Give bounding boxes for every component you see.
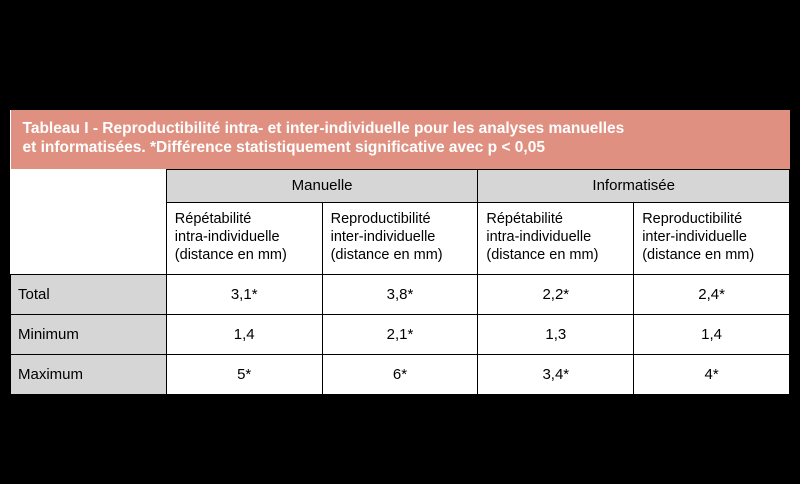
caption-line-1: Tableau I - Reproductibilité intra- et inter-individuelle pour les analyses manuelles: [22, 120, 625, 137]
column-header-4-line-3: (distance en mm): [642, 246, 755, 263]
cell-total-informatisee-reproductibilite: 2,4*: [634, 274, 790, 314]
column-header-3-line-3: (distance en mm): [486, 246, 599, 263]
cell-minimum-manuelle-reproductibilite: 2,1*: [322, 314, 478, 354]
cell-maximum-informatisee-repetabilite: 3,4*: [478, 354, 634, 394]
column-header-2-line-2: inter-individuelle: [330, 228, 436, 245]
group-header-informatisee: Informatisée: [478, 169, 790, 202]
column-header-1-line-2: intra-individuelle: [174, 228, 280, 245]
caption-row: [11, 110, 790, 169]
column-header-4-line-2: inter-individuelle: [642, 228, 747, 245]
table-caption: [11, 110, 790, 169]
cell-total-manuelle-repetabilite: 3,1*: [166, 274, 322, 314]
group-header-row: [11, 169, 790, 202]
cell-maximum-manuelle-reproductibilite: 6*: [322, 354, 478, 394]
column-header-3: [478, 202, 634, 274]
column-header-2: [322, 202, 478, 274]
cell-total-informatisee-repetabilite: 2,2*: [478, 274, 634, 314]
column-header-2-line-1: Reproductibilité: [330, 211, 431, 228]
table-row: [11, 314, 790, 354]
table-container: [10, 110, 790, 395]
column-header-4: [634, 202, 790, 274]
column-header-3-line-1: Répétabilité: [486, 211, 563, 228]
cell-minimum-informatisee-reproductibilite: 1,4: [634, 314, 790, 354]
column-header-1: [166, 202, 322, 274]
data-table: [10, 110, 790, 395]
column-header-1-line-1: Répétabilité: [174, 211, 252, 228]
row-label-minimum: Minimum: [11, 314, 167, 354]
corner-blank-cell: [11, 169, 167, 202]
table-row: [11, 354, 790, 394]
column-header-blank-cell: [11, 202, 167, 274]
column-header-4-line-1: Reproductibilité: [642, 211, 743, 228]
row-label-total: Total: [11, 274, 167, 314]
column-header-row: [11, 202, 790, 274]
row-label-maximum: Maximum: [11, 354, 167, 394]
cell-minimum-manuelle-repetabilite: 1,4: [166, 314, 322, 354]
cell-maximum-manuelle-repetabilite: 5*: [166, 354, 322, 394]
cell-total-manuelle-reproductibilite: 3,8*: [322, 274, 478, 314]
caption-line-2: et informatisées. *Différence statistiquement significative avec p < 0,05: [22, 139, 545, 157]
column-header-2-line-3: (distance en mm): [330, 246, 443, 263]
column-header-3-line-2: intra-individuelle: [486, 228, 592, 245]
column-header-1-line-3: (distance en mm): [174, 246, 287, 263]
table-row: [11, 274, 790, 314]
cell-minimum-informatisee-repetabilite: 1,3: [478, 314, 634, 354]
group-header-manuelle: Manuelle: [166, 169, 478, 202]
cell-maximum-informatisee-reproductibilite: 4*: [634, 354, 790, 394]
